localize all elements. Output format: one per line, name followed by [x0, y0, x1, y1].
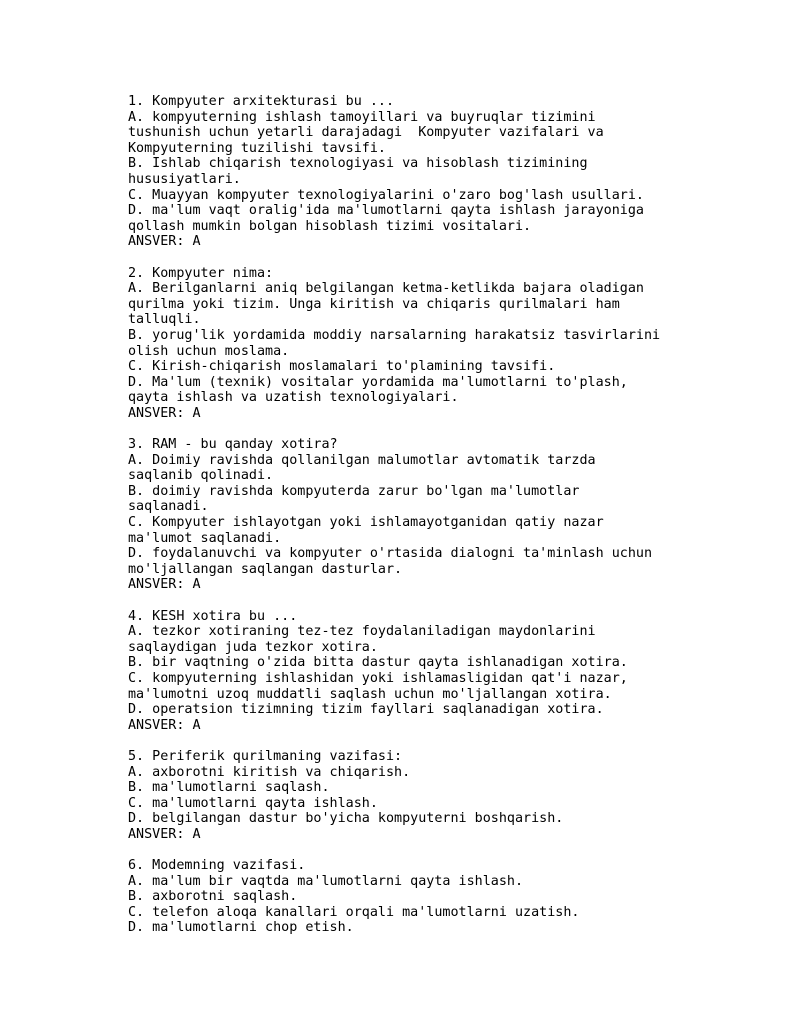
question-block-3 [128, 437, 768, 593]
answer-option-line: ma'lumot saqlanadi. [128, 530, 282, 546]
answer-option-line: C. telefon aloqa kanallari orqali ma'lumotlarni uzatish. [128, 904, 580, 920]
answer-option-line: B. axborotni saqlash. [128, 889, 298, 905]
question-block-6 [128, 858, 768, 936]
answer-option-line: A. kompyuterning ishlash tamoyillari va buyruqlar tizimini [128, 109, 596, 125]
question-line: 1. Kompyuter arxitekturasi bu ... [128, 94, 395, 109]
answer-option-line: B. yorug'lik yordamida moddiy narsalarning harakatsiz tasvirlarini [128, 327, 661, 343]
document-page [128, 94, 768, 952]
answer-option-line: tushunish uchun yetarli darajadagi Kompyuter vazifalari va [128, 125, 604, 141]
answer-option-line: A. ma'lum bir vaqtda ma'lumotlarni qayta ishlash. [128, 873, 524, 889]
answer-option-line: B. doimiy ravishda kompyuterda zarur bo'lgan ma'lumotlar [128, 483, 580, 499]
answer-option-line: talluqli. [128, 312, 201, 328]
answer-option-line: qollash mumkin bolgan hisoblash tizimi vositalari. [128, 218, 532, 234]
answer-option-line: A. axborotni kiritish va chiqarish. [128, 764, 411, 780]
answer-option-line: D. ma'lum vaqt oralig'ida ma'lumotlarni qayta ishlash jarayoniga [128, 203, 644, 219]
answer-option-line: olish uchun moslama. [128, 343, 290, 359]
answer-key-line: ANSVER: A [128, 826, 201, 842]
answer-option-line: B. Ishlab chiqarish texnologiyasi va hisoblash tizimining [128, 156, 588, 172]
answer-option-line: A. Doimiy ravishda qollanilgan malumotlar avtomatik tarzda [128, 452, 596, 468]
answer-option-line: D. belgilangan dastur bo'yicha kompyuterni boshqarish. [128, 811, 564, 827]
answer-option-line: qayta ishlash va uzatish texnologiyalari. [128, 390, 459, 406]
question-block-4 [128, 609, 768, 734]
answer-option-line: C. ma'lumotlarni qayta ishlash. [128, 795, 378, 811]
answer-option-line: B. bir vaqtning o'zida bitta dastur qayta ishlanadigan xotira. [128, 655, 628, 671]
answer-option-line: D. foydalanuvchi va kompyuter o'rtasida dialogni ta'minlash uchun [128, 546, 653, 562]
question-line: 6. Modemning vazifasi. [128, 858, 306, 874]
question-line: 2. Kompyuter nima: [128, 265, 274, 281]
answer-option-line: saqlaydigan juda tezkor xotira. [128, 639, 378, 655]
answer-option-line: B. ma'lumotlarni saqlash. [128, 780, 330, 796]
answer-option-line: D. Ma'lum (texnik) vositalar yordamida ma'lumotlarni to'plash, [128, 374, 628, 390]
question-block-1 [128, 94, 768, 250]
answer-key-line: ANSVER: A [128, 577, 201, 593]
answer-option-line: A. tezkor xotiraning tez-tez foydalaniladigan maydonlarini [128, 624, 596, 640]
answer-option-line: hususiyatlari. [128, 171, 241, 187]
answer-key-line: ANSVER: A [128, 234, 201, 250]
answer-option-line: C. Kompyuter ishlayotgan yoki ishlamayotganidan qatiy nazar [128, 515, 604, 531]
answer-option-line: qurilma yoki tizim. Unga kiritish va chiqaris qurilmalari ham [128, 296, 620, 312]
question-line: 5. Periferik qurilmaning vazifasi: [128, 748, 403, 764]
answer-option-line: ma'lumotni uzoq muddatli saqlash uchun mo'ljallangan xotira. [128, 686, 612, 702]
answer-option-line: saqlanib qolinadi. [128, 468, 274, 484]
answer-option-line: D. operatsion tizimning tizim fayllari saqlanadigan xotira. [128, 702, 604, 718]
answer-key-line: ANSVER: A [128, 405, 201, 421]
question-block-5 [128, 749, 768, 843]
answer-option-line: Kompyuterning tuzilishi tavsifi. [128, 140, 386, 156]
question-block-2 [128, 266, 768, 422]
answer-option-line: mo'ljallangan saqlangan dasturlar. [128, 561, 403, 577]
answer-option-line: C. kompyuterning ishlashidan yoki ishlamasligidan qat'i nazar, [128, 670, 628, 686]
answer-option-line: A. Berilganlarni aniq belgilangan ketma-ketlikda bajara oladigan [128, 281, 644, 297]
answer-option-line: C. Muayyan kompyuter texnologiyalarini o'zaro bog'lash usullari. [128, 187, 644, 203]
question-line: 3. RAM - bu qanday xotira? [128, 437, 338, 453]
answer-option-line: saqlanadi. [128, 499, 209, 515]
answer-option-line: C. Kirish-chiqarish moslamalari to'plamining tavsifi. [128, 359, 556, 375]
answer-key-line: ANSVER: A [128, 717, 201, 733]
answer-option-line: D. ma'lumotlarni chop etish. [128, 920, 354, 936]
question-line: 4. KESH xotira bu ... [128, 608, 298, 624]
